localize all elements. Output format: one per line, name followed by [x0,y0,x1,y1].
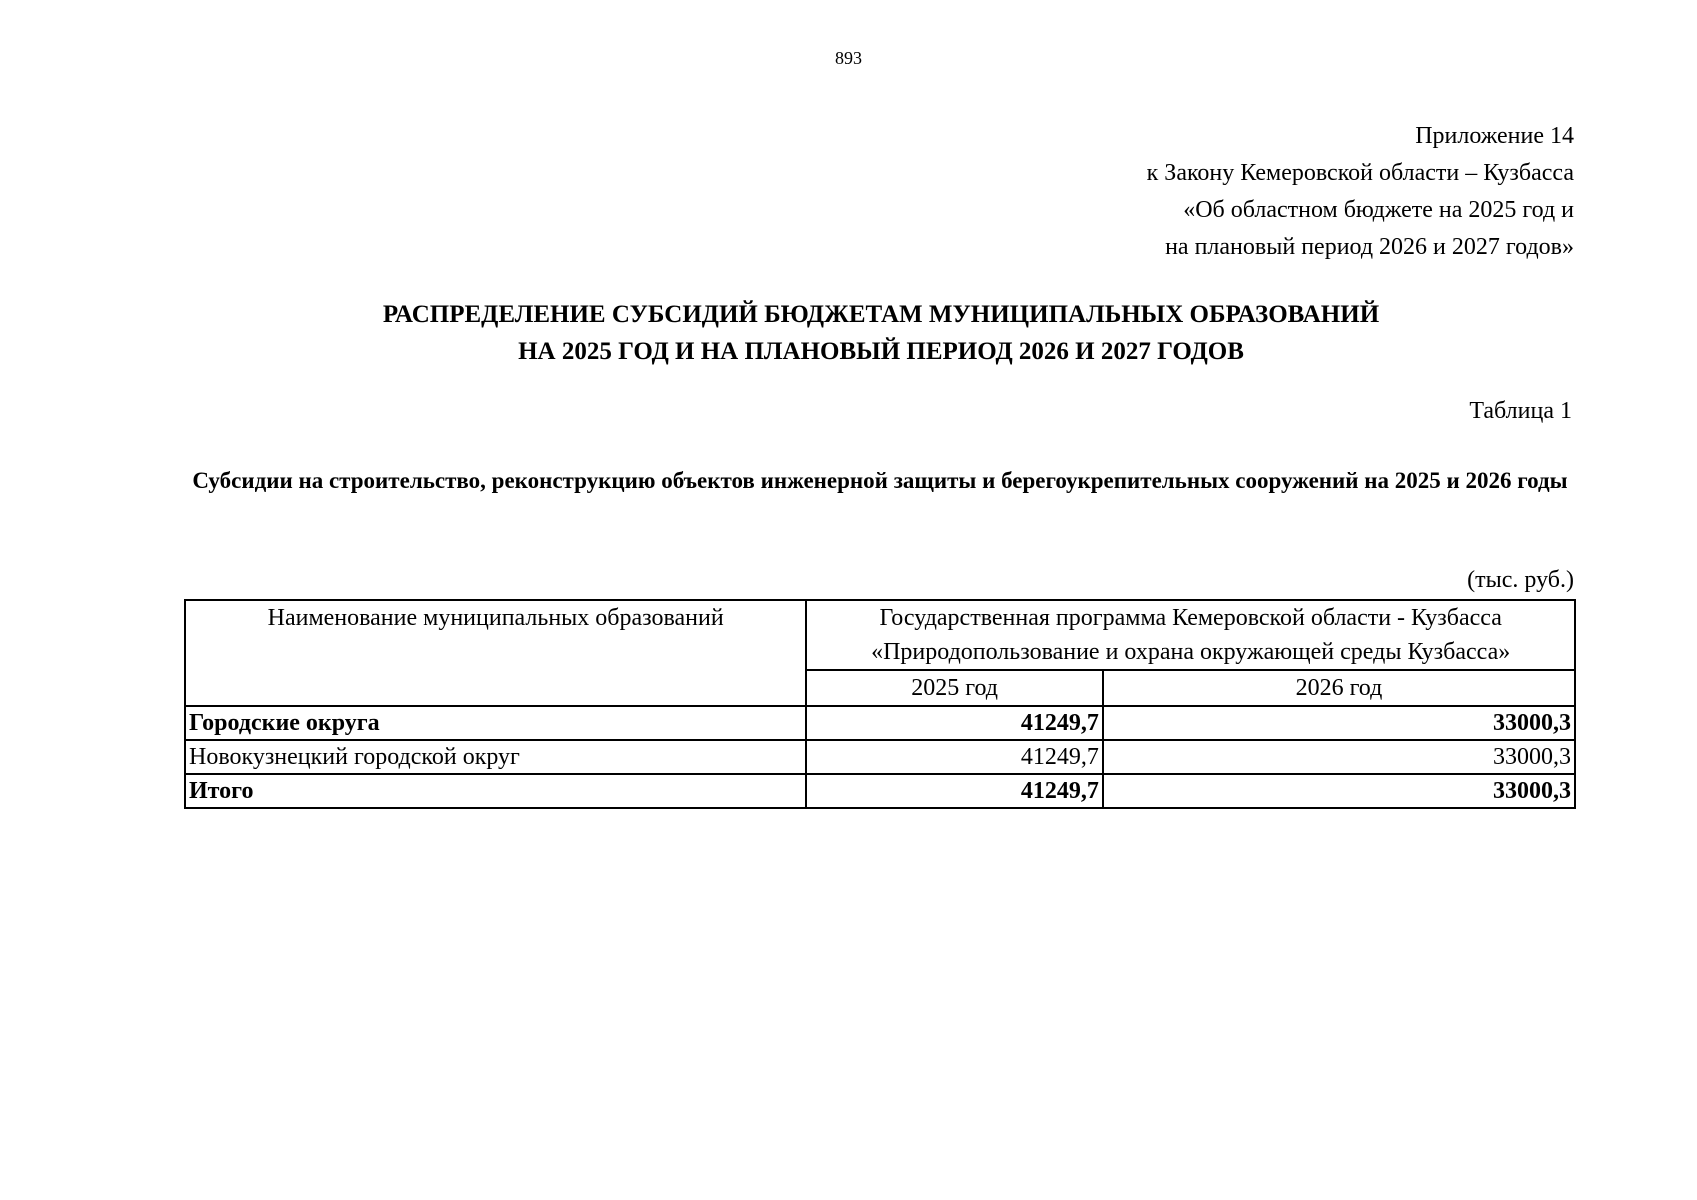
table-row [185,706,1575,740]
header-year-2026: 2026 год [1103,670,1575,706]
table-subtitle: Субсидии на строительство, реконструкцию объектов инженерной защиты и берегоукрепительных сооружений на 2025 и 2026 годы [192,468,1568,493]
table-label: Таблица 1 [1469,398,1572,424]
header-year-2025: 2025 год [806,670,1103,706]
document-title [0,296,1697,370]
title-line: НА 2025 ГОД И НА ПЛАНОВЫЙ ПЕРИОД 2026 И 2027 ГОДОВ [518,338,1244,365]
row-name: Новокузнецкий городской округ [185,740,806,774]
appendix-line: к Закону Кемеровской области – Кузбасса [1146,160,1574,186]
row-value-2025: 41249,7 [806,774,1103,808]
page-number: 893 [835,48,862,68]
table-row [185,740,1575,774]
row-value-2026: 33000,3 [1103,774,1575,808]
header-program: Государственная программа Кемеровской области - Кузбасса «Природопользование и охрана окружающей среды Кузбасса» [806,600,1575,670]
row-name: Итого [185,774,806,808]
title-line: РАСПРЕДЕЛЕНИЕ СУБСИДИЙ БЮДЖЕТАМ МУНИЦИПАЛЬНЫХ ОБРАЗОВАНИЙ [382,301,1380,328]
appendix-line: на плановый период 2026 и 2027 годов» [1165,234,1574,260]
subsidies-table [184,599,1576,809]
units-label: (тыс. руб.) [1467,567,1574,593]
appendix-line: «Об областном бюджете на 2025 год и [1183,197,1574,223]
header-municipality: Наименование муниципальных образований [185,600,806,706]
appendix-line: Приложение 14 [1415,123,1574,149]
row-name: Городские округа [185,706,806,740]
row-value-2025: 41249,7 [806,740,1103,774]
row-value-2026: 33000,3 [1103,740,1575,774]
row-value-2025: 41249,7 [806,706,1103,740]
appendix-reference [1147,118,1574,266]
table-row-total [185,774,1575,808]
row-value-2026: 33000,3 [1103,706,1575,740]
